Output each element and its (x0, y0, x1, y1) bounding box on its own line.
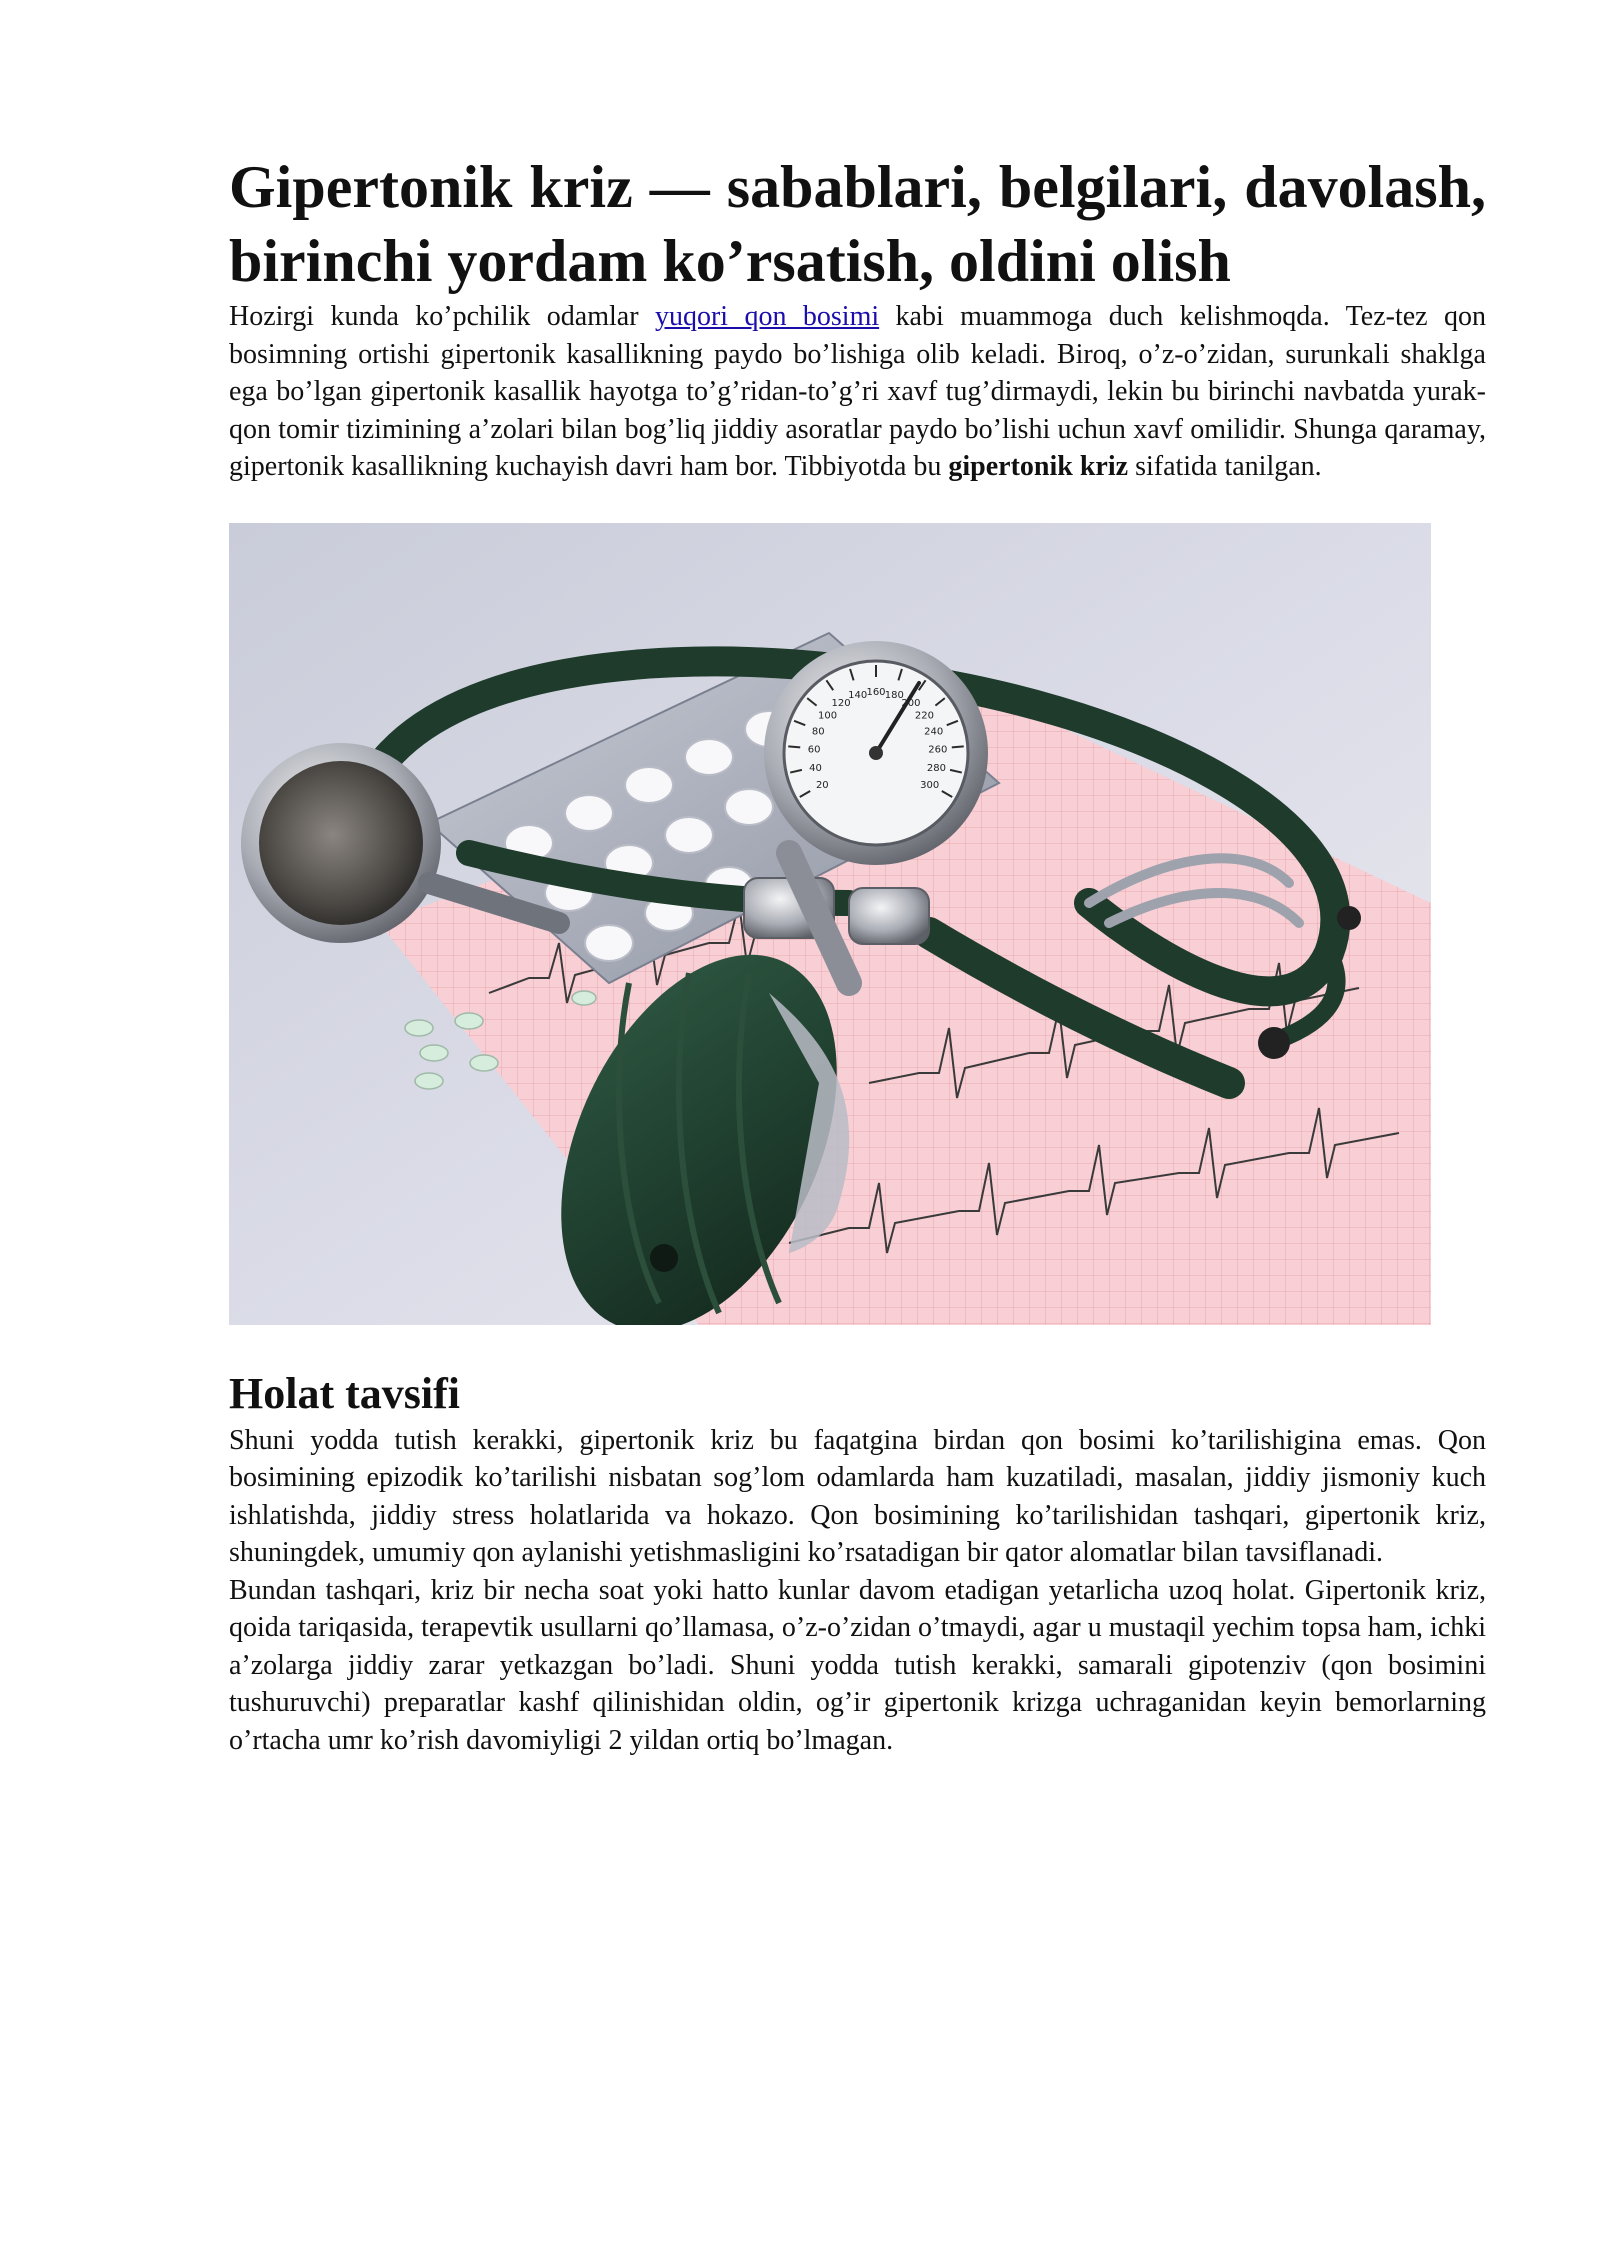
high-blood-pressure-link[interactable]: yuqori qon bosimi (654, 301, 880, 332)
gauge-tick-label: 60 (807, 743, 821, 755)
blood-pressure-monitor-photo (229, 523, 1431, 1325)
gauge-tick-label: 300 (920, 779, 940, 791)
gauge-tick-label: 280 (926, 762, 946, 774)
gauge-tick-label: 40 (809, 762, 822, 774)
intro-text-end: sifatida tanilgan. (1128, 451, 1322, 482)
gauge-tick-label: 260 (928, 743, 948, 755)
gauge-tick-label: 140 (848, 689, 868, 701)
gauge-tick-label: 20 (815, 779, 829, 791)
gauge-tick (788, 746, 800, 747)
paragraph-2: Shuni yodda tutish kerakki, gipertonik kriz bu faqatgina birdan qon bosimi ko’tarilishigina emas. Qon bosimining epizodik ko’tarilishi nisbatan sog’lom odamlarda ham kuzatiladi, masalan, jiddiy jismoniy kuch ishlatishda, jiddiy stress holatlarida va hokazo. Qon bosimining ko’tarilishidan tashqari, gipertonik kriz, shuningdek, umumiy qon aylanishi yetishmasligini ko’rsatadigan bir qator alomatlar bilan tavsiflanadi. (229, 1424, 1486, 1568)
intro-text-middle: kabi muammoga duch kelishmoqda. Tez-tez qon bosimning ortishi gipertonik kasallikning paydo bo’lishiga olib keladi. Biroq, o’z-o’zidan, surunkali shaklga ega bo’lgan gipertonik kasallik hayotga to’g’ridan-to’g’ri xavf tug’dirmaydi, lekin bu birinchi navbatda yurak-qon tomir tizimining a’zolari bilan bog’liq jiddiy asoratlar paydo bo’lishi uchun xavf omilidir. Shunga qaramay, gipertonik kasallikning kuchayish davri ham bor. Tibbiyotda bu (229, 301, 1487, 482)
gauge-tick-label: 200 (901, 697, 921, 709)
gauge-tick-label: 100 (817, 709, 838, 721)
gauge-tick-label: 220 (914, 709, 935, 721)
article-title: Gipertonik kriz — sabablari, belgilari, davolash, birinchi yordam ko’rsatish, oldini olish (229, 154, 1486, 294)
article (229, 150, 1486, 1759)
gauge-tick (952, 746, 964, 747)
gauge-tick-label: 80 (811, 725, 825, 737)
intro-text-start: Hozirgi kunda ko’pchilik odamlar (229, 301, 655, 332)
gauge-tick-label: 180 (884, 689, 904, 701)
paragraph-3: Bundan tashqari, kriz bir necha soat yoki hatto kunlar davom etadigan yetarlicha uzoq holat. Gipertonik kriz, qoida tariqasida, terapevtik usullarni qo’llamasa, o’z-o’zidan o’tmaydi, agar u mustaqil yechim topsa ham, ichki a’zolarga jiddiy zarar yetkazgan bo’ladi. Shuni yodda tutish kerakki, samarali gipotenziv (qon bosimini tushuruvchi) preparatlar kashf qilinishidan oldin, og’ir gipertonik krizga uchraganidan keyin bemorlarning o’rtacha umr ko’rish davomiyligi 2 yildan ortiq bo’lmagan. (229, 1574, 1486, 1756)
intro-paragraph (229, 298, 1486, 486)
pressure-gauge (764, 641, 988, 865)
gauge-tick-label: 120 (831, 697, 851, 709)
intro-bold-term: gipertonik kriz (948, 451, 1129, 482)
gauge-tick-label: 160 (866, 686, 886, 698)
section-heading-holat-tavsifi: Holat tavsifi (229, 1368, 460, 1418)
gauge-tick-label: 240 (924, 725, 944, 737)
